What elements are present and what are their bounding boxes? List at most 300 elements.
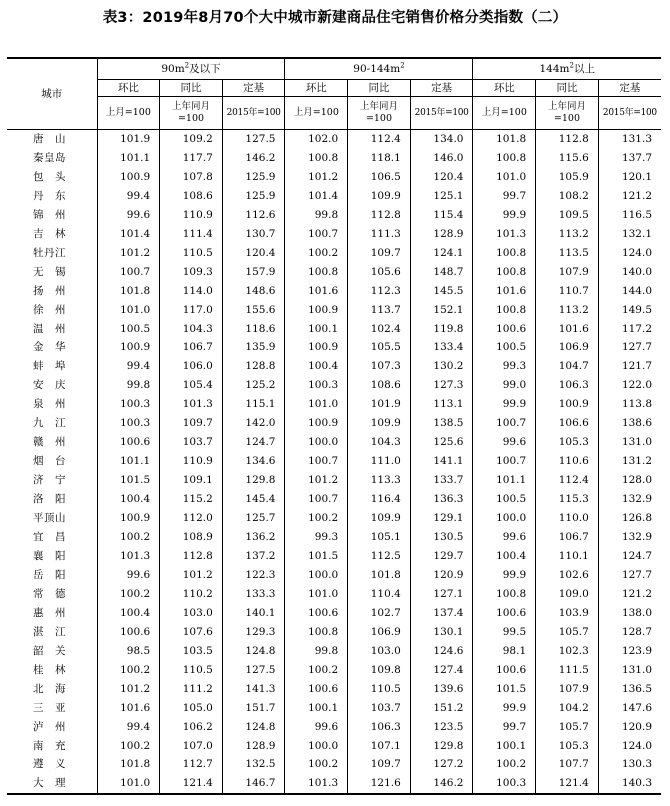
index-value: 100.2 (97, 528, 160, 547)
city-name: 徐 州 (7, 301, 97, 320)
index-value: 100.2 (97, 737, 160, 756)
index-value: 100.6 (97, 433, 160, 452)
index-value: 112.8 (348, 206, 411, 225)
index-value: 120.4 (222, 244, 285, 263)
index-value: 113.8 (621, 398, 652, 411)
index-value: 115.2 (160, 490, 223, 509)
index-value: 134.6 (222, 452, 285, 471)
table-row (7, 433, 661, 452)
index-value: 100.5 (473, 338, 536, 357)
price-index-table (7, 57, 661, 795)
index-value: 101.3 (285, 774, 348, 794)
index-value: 129.8 (410, 737, 473, 756)
index-value: 146.0 (410, 149, 473, 168)
index-value: 114.0 (160, 282, 223, 301)
index-value: 111.0 (348, 452, 411, 471)
index-value: 100.8 (473, 263, 536, 282)
base-header-base: 2015年=100 (410, 97, 473, 130)
index-value: 124.1 (410, 244, 473, 263)
index-value: 99.6 (473, 433, 536, 452)
index-value: 117.7 (160, 149, 223, 168)
index-value: 100.7 (473, 414, 536, 433)
index-value: 107.8 (160, 168, 223, 187)
index-value: 100.4 (97, 604, 160, 623)
index-value: 140.0 (621, 265, 652, 278)
index-value: 101.9 (97, 130, 160, 149)
index-value: 99.3 (285, 528, 348, 547)
group-header-medium: $90-144m^2$ (285, 58, 473, 80)
index-value: 113.2 (536, 301, 599, 320)
index-value: 107.1 (348, 737, 411, 756)
index-value: 120.9 (621, 720, 652, 733)
index-value: 100.3 (97, 395, 160, 414)
index-value: 110.9 (160, 206, 223, 225)
table-row (7, 395, 661, 414)
index-value: 117.2 (621, 322, 652, 335)
index-value: 139.6 (410, 680, 473, 699)
index-value: 145.5 (410, 282, 473, 301)
sub-header-mom: 环比 (473, 80, 536, 97)
index-value: 99.8 (97, 376, 160, 395)
table-row (7, 718, 661, 737)
sub-header-base: 定基 (222, 80, 285, 97)
index-value: 133.7 (410, 471, 473, 490)
city-name: 三 亚 (7, 699, 97, 718)
index-value: 127.1 (410, 585, 473, 604)
city-name: 济 宁 (7, 471, 97, 490)
index-value: 99.3 (473, 357, 536, 376)
index-value: 138.0 (621, 606, 652, 619)
table-row (7, 357, 661, 376)
index-value: 100.7 (285, 452, 348, 471)
index-value: 136.5 (621, 682, 652, 695)
city-name: 大 理 (7, 774, 97, 794)
index-value: 132.9 (621, 531, 652, 544)
index-value: 121.7 (621, 360, 652, 373)
index-value: 101.4 (285, 187, 348, 206)
index-value: 130.2 (410, 357, 473, 376)
index-value: 112.5 (348, 547, 411, 566)
index-value: 127.4 (410, 661, 473, 680)
index-value: 107.0 (160, 737, 223, 756)
index-value: 107.9 (536, 680, 599, 699)
index-value: 110.4 (348, 585, 411, 604)
index-value: 100.2 (473, 755, 536, 774)
index-value: 101.6 (285, 282, 348, 301)
table-row (7, 755, 661, 774)
index-value: 134.0 (410, 130, 473, 149)
table-row (7, 414, 661, 433)
index-value: 110.2 (160, 585, 223, 604)
base-header-yoy: 上年同月=100 (536, 97, 599, 130)
index-value: 111.2 (160, 680, 223, 699)
index-value: 103.0 (160, 604, 223, 623)
index-value: 130.5 (410, 528, 473, 547)
index-value: 100.2 (285, 244, 348, 263)
index-value: 121.2 (621, 587, 652, 600)
index-value: 137.7 (621, 151, 652, 164)
index-value: 104.3 (348, 433, 411, 452)
base-header-mom: 上月=100 (473, 97, 536, 130)
index-value: 129.7 (410, 547, 473, 566)
index-value: 104.2 (536, 699, 599, 718)
index-value: 105.7 (536, 623, 599, 642)
index-value: 107.6 (160, 623, 223, 642)
index-value: 118.1 (348, 149, 411, 168)
index-value: 133.3 (222, 585, 285, 604)
index-value: 100.2 (285, 661, 348, 680)
index-value: 130.1 (410, 623, 473, 642)
index-value: 100.6 (285, 680, 348, 699)
table-row (7, 737, 661, 756)
index-value: 130.3 (621, 758, 652, 771)
index-value: 123.9 (621, 644, 652, 657)
table-row (7, 206, 661, 225)
index-value: 124.0 (621, 246, 652, 259)
city-name: 遵 义 (7, 755, 97, 774)
index-value: 106.5 (348, 168, 411, 187)
index-value: 101.0 (285, 585, 348, 604)
index-value: 137.4 (410, 604, 473, 623)
table-row (7, 528, 661, 547)
city-name: 丹 东 (7, 187, 97, 206)
index-value: 125.6 (410, 433, 473, 452)
index-value: 100.9 (285, 414, 348, 433)
index-value: 99.9 (473, 566, 536, 585)
index-value: 109.5 (536, 206, 599, 225)
index-value: 101.8 (348, 566, 411, 585)
index-value: 138.6 (621, 417, 652, 430)
index-value: 122.3 (222, 566, 285, 585)
index-value: 126.8 (621, 512, 652, 525)
index-value: 128.7 (621, 625, 652, 638)
index-value: 100.7 (285, 490, 348, 509)
group-header-large: $144m^2$以上 (473, 58, 661, 80)
base-header-base: 2015年=100 (598, 97, 661, 130)
index-value: 103.7 (160, 433, 223, 452)
city-name: 泉 州 (7, 395, 97, 414)
city-name: 吉 林 (7, 225, 97, 244)
index-value: 121.4 (160, 774, 223, 794)
index-value: 115.6 (536, 149, 599, 168)
sub-header-yoy: 同比 (536, 80, 599, 97)
index-value: 100.2 (97, 585, 160, 604)
table-row (7, 338, 661, 357)
city-name: 无 锡 (7, 263, 97, 282)
index-value: 105.6 (348, 263, 411, 282)
index-value: 101.6 (97, 699, 160, 718)
index-value: 99.7 (473, 718, 536, 737)
table-row (7, 680, 661, 699)
city-name: 宜 昌 (7, 528, 97, 547)
index-value: 106.0 (160, 357, 223, 376)
index-value: 99.8 (285, 642, 348, 661)
index-value: 100.3 (97, 414, 160, 433)
index-value: 110.5 (160, 244, 223, 263)
index-value: 100.1 (473, 737, 536, 756)
index-value: 105.1 (348, 528, 411, 547)
index-value: 136.2 (222, 528, 285, 547)
index-value: 112.8 (536, 130, 599, 149)
index-value: 107.7 (536, 755, 599, 774)
table-header (7, 58, 661, 130)
index-value: 102.4 (348, 320, 411, 339)
city-name: 秦皇岛 (7, 149, 97, 168)
index-value: 127.7 (621, 341, 652, 354)
city-name: 温 州 (7, 320, 97, 339)
index-value: 128.9 (222, 737, 285, 756)
city-name: 湛 江 (7, 623, 97, 642)
index-value: 112.4 (348, 130, 411, 149)
index-value: 100.0 (473, 509, 536, 528)
city-name: 金 华 (7, 338, 97, 357)
index-value: 145.4 (222, 490, 285, 509)
city-name: 韶 关 (7, 642, 97, 661)
base-header-base: 2015年=100 (222, 97, 285, 130)
index-value: 100.8 (473, 149, 536, 168)
index-value: 99.9 (473, 395, 536, 414)
base-header-yoy: 上年同月=100 (160, 97, 223, 130)
index-value: 99.7 (473, 187, 536, 206)
table-row (7, 699, 661, 718)
index-value: 105.3 (536, 433, 599, 452)
table-title: 表3：2019年8月70个大中城市新建商品住宅销售价格分类指数（二） (102, 10, 568, 26)
index-value: 118.6 (222, 320, 285, 339)
index-value: 128.9 (410, 225, 473, 244)
index-value: 100.6 (285, 604, 348, 623)
index-value: 100.0 (285, 737, 348, 756)
index-value: 100.4 (473, 547, 536, 566)
index-value: 110.9 (160, 452, 223, 471)
index-value: 115.1 (222, 395, 285, 414)
index-value: 110.7 (536, 282, 599, 301)
index-value: 131.0 (621, 436, 652, 449)
index-value: 157.9 (222, 263, 285, 282)
table-row (7, 282, 661, 301)
index-value: 112.8 (160, 547, 223, 566)
index-value: 129.3 (222, 623, 285, 642)
index-value: 106.3 (536, 376, 599, 395)
index-value: 138.5 (410, 414, 473, 433)
index-value: 99.4 (97, 187, 160, 206)
city-name: 南 充 (7, 737, 97, 756)
index-value: 132.5 (222, 755, 285, 774)
index-value: 127.2 (410, 755, 473, 774)
index-value: 102.0 (285, 130, 348, 149)
index-value: 106.9 (348, 623, 411, 642)
index-value: 131.3 (621, 133, 652, 145)
base-header-mom: 上月=100 (97, 97, 160, 130)
index-value: 155.6 (222, 301, 285, 320)
index-value: 120.9 (410, 566, 473, 585)
index-value: 110.0 (536, 509, 599, 528)
index-value: 109.9 (348, 509, 411, 528)
city-name: 烟 台 (7, 452, 97, 471)
index-value: 101.6 (473, 282, 536, 301)
index-value: 112.4 (536, 471, 599, 490)
index-value: 105.4 (160, 376, 223, 395)
index-value: 106.3 (348, 718, 411, 737)
index-value: 102.7 (348, 604, 411, 623)
index-value: 99.0 (473, 376, 536, 395)
index-value: 130.7 (222, 225, 285, 244)
index-value: 109.2 (160, 130, 223, 149)
index-value: 148.6 (222, 282, 285, 301)
table-row (7, 225, 661, 244)
index-value: 99.8 (285, 206, 348, 225)
index-value: 101.0 (285, 395, 348, 414)
sub-header-yoy: 同比 (348, 80, 411, 97)
index-value: 100.4 (97, 490, 160, 509)
index-value: 101.3 (97, 547, 160, 566)
index-value: 124.7 (222, 433, 285, 452)
index-value: 101.1 (97, 452, 160, 471)
index-value: 115.4 (410, 206, 473, 225)
index-value: 100.2 (97, 661, 160, 680)
index-value: 106.7 (536, 528, 599, 547)
index-value: 100.2 (285, 755, 348, 774)
index-value: 129.1 (410, 509, 473, 528)
city-name: 牡丹江 (7, 244, 97, 263)
index-value: 102.3 (536, 642, 599, 661)
table-row (7, 301, 661, 320)
index-value: 125.1 (410, 187, 473, 206)
index-value: 100.0 (285, 566, 348, 585)
index-value: 122.0 (621, 379, 652, 392)
index-value: 127.5 (222, 661, 285, 680)
index-value: 100.9 (97, 509, 160, 528)
index-value: 105.9 (536, 168, 599, 187)
index-value: 144.0 (621, 284, 652, 297)
table-row (7, 774, 661, 794)
table-row (7, 642, 661, 661)
index-value: 140.3 (598, 774, 661, 794)
city-name: 平顶山 (7, 509, 97, 528)
city-name: 洛 阳 (7, 490, 97, 509)
city-name: 扬 州 (7, 282, 97, 301)
index-value: 109.0 (536, 585, 599, 604)
index-value: 99.4 (97, 718, 160, 737)
index-value: 111.5 (536, 661, 599, 680)
index-value: 141.1 (410, 452, 473, 471)
index-value: 101.0 (97, 774, 160, 794)
index-value: 100.1 (285, 699, 348, 718)
index-value: 99.9 (473, 206, 536, 225)
index-value: 100.6 (97, 623, 160, 642)
index-value: 116.5 (621, 208, 652, 221)
index-value: 148.7 (410, 263, 473, 282)
index-value: 133.4 (410, 338, 473, 357)
index-value: 107.9 (536, 263, 599, 282)
table-row (7, 168, 661, 187)
table-row (7, 244, 661, 263)
index-value: 104.7 (536, 357, 599, 376)
index-value: 112.7 (160, 755, 223, 774)
table-row (7, 130, 661, 149)
table-row (7, 623, 661, 642)
index-value: 101.8 (97, 282, 160, 301)
index-value: 109.1 (160, 471, 223, 490)
index-value: 140.1 (222, 604, 285, 623)
index-value: 131.2 (621, 455, 652, 468)
index-value: 125.7 (222, 509, 285, 528)
table-row (7, 661, 661, 680)
index-value: 117.0 (160, 301, 223, 320)
index-value: 108.9 (160, 528, 223, 547)
index-value: 141.3 (222, 680, 285, 699)
sub-header-base: 定基 (598, 80, 661, 97)
index-value: 100.4 (285, 357, 348, 376)
sub-header-yoy: 同比 (160, 80, 223, 97)
table-row (7, 452, 661, 471)
index-value: 112.0 (160, 509, 223, 528)
index-value: 101.5 (473, 680, 536, 699)
index-value: 109.9 (348, 414, 411, 433)
index-value: 100.3 (473, 774, 536, 794)
index-value: 100.3 (285, 376, 348, 395)
index-value: 101.2 (97, 680, 160, 699)
city-name: 北 海 (7, 680, 97, 699)
index-value: 127.5 (222, 130, 285, 149)
city-name: 常 德 (7, 585, 97, 604)
index-value: 103.0 (348, 642, 411, 661)
index-value: 135.9 (222, 338, 285, 357)
table-body (7, 130, 661, 795)
index-value: 99.4 (97, 357, 160, 376)
table-row (7, 187, 661, 206)
index-value: 129.8 (222, 471, 285, 490)
index-value: 124.6 (410, 642, 473, 661)
index-value: 131.0 (621, 663, 652, 676)
index-value: 132.9 (621, 493, 652, 506)
index-value: 127.7 (621, 568, 652, 581)
table-row (7, 490, 661, 509)
city-name: 九 江 (7, 414, 97, 433)
sub-header-base: 定基 (410, 80, 473, 97)
index-value: 109.8 (348, 661, 411, 680)
group-header-small: $90m^2$及以下 (97, 58, 285, 80)
index-value: 101.2 (97, 244, 160, 263)
base-header-yoy: 上年同月=100 (348, 97, 411, 130)
city-name: 岳 阳 (7, 566, 97, 585)
index-value: 100.9 (536, 395, 599, 414)
index-value: 100.7 (473, 452, 536, 471)
index-value: 151.7 (222, 699, 285, 718)
index-value: 149.5 (621, 303, 652, 316)
sub-header-mom: 环比 (97, 80, 160, 97)
index-value: 100.5 (97, 320, 160, 339)
index-value: 112.6 (222, 206, 285, 225)
index-value: 120.4 (410, 168, 473, 187)
index-value: 100.2 (285, 509, 348, 528)
index-value: 100.8 (473, 585, 536, 604)
index-value: 100.7 (285, 225, 348, 244)
index-value: 124.8 (222, 642, 285, 661)
index-value: 121.4 (536, 774, 599, 794)
index-value: 116.4 (348, 490, 411, 509)
index-value: 125.9 (222, 187, 285, 206)
index-value: 100.6 (473, 320, 536, 339)
index-value: 120.1 (621, 170, 652, 183)
index-value: 101.8 (97, 755, 160, 774)
city-name: 安 庆 (7, 376, 97, 395)
index-value: 100.9 (97, 338, 160, 357)
index-value: 109.7 (160, 414, 223, 433)
table-row (7, 376, 661, 395)
index-value: 109.7 (348, 755, 411, 774)
index-value: 107.3 (348, 357, 411, 376)
index-value: 99.9 (473, 699, 536, 718)
